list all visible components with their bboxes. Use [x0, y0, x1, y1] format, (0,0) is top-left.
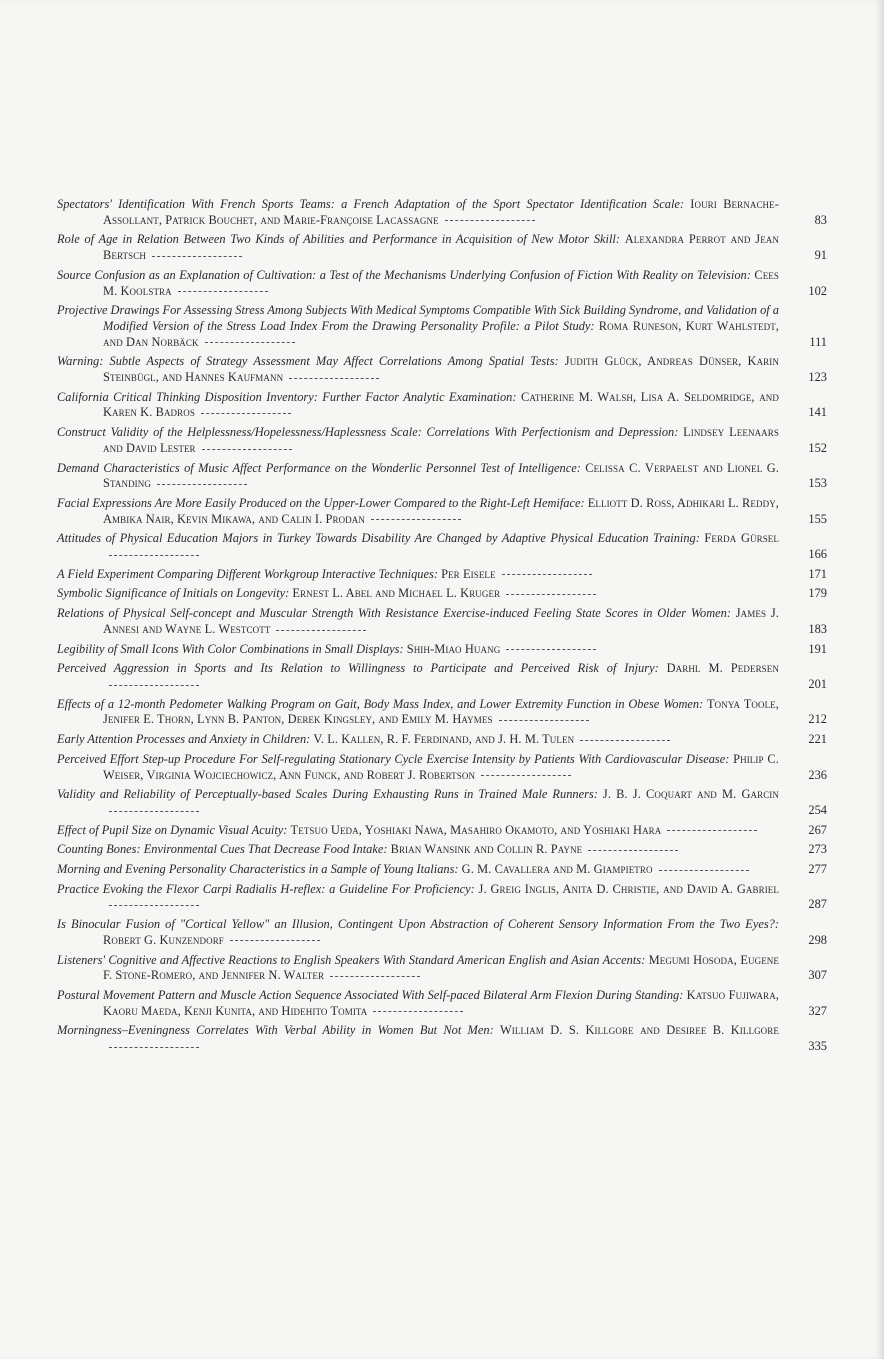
page-number: 141: [808, 405, 827, 420]
article-authors: Megumi Hosoda, Eugene F. Stone-Romero, and Jennifer N. Walter: [103, 952, 780, 983]
article-title: Postural Movement Pattern and Muscle Action Sequence Associated With Self-paced Bilateral Arm Flexion During Standing:: [57, 987, 684, 1002]
page-number: 201: [808, 676, 827, 691]
article-title: Perceived Aggression in Sports and Its Relation to Willingness to Participate and Perceived Risk of Injury:: [57, 661, 659, 676]
dot-leader: [659, 870, 749, 871]
article-authors: Elliott D. Ross, Adhikari L. Reddy, Ambika Nair, Kevin Mikawa, and Calin I. Prodan: [103, 495, 779, 526]
article-title: Perceived Effort Step-up Procedure For Self-regulating Stationary Cycle Exercise Intensity by Patients With Cardiovascular Disease:: [57, 751, 730, 766]
article-title: Validity and Reliability of Perceptually-based Scales During Exhausting Runs in Trained Male Runners:: [57, 787, 598, 802]
article-title: Demand Characteristics of Music Affect Performance on the Wonderlic Personnel Test of Intelligence:: [57, 460, 581, 475]
article-authors: Cees M. Koolstra: [103, 267, 779, 298]
toc-entry[interactable]: [57, 496, 827, 527]
dot-leader: [109, 905, 199, 906]
toc-entry[interactable]: [57, 661, 827, 692]
toc-entry[interactable]: [57, 586, 827, 602]
dot-leader: [205, 342, 295, 343]
page-number: 307: [808, 968, 827, 983]
dot-leader: [499, 720, 589, 721]
toc-entry[interactable]: [57, 862, 827, 878]
article-title: Spectators' Identification With French Sports Teams: a French Adaptation of the Sport Spectator Identification Scale:: [57, 197, 685, 211]
article-authors: Lindsey Leenaars and David Lester: [103, 425, 779, 455]
article-title: Early Attention Processes and Anxiety in Children:: [57, 732, 311, 747]
article-authors: William D. S. Killgore and Desiree B. Killgore: [500, 1023, 779, 1038]
page-number: 111: [809, 334, 827, 349]
page-number: 102: [808, 283, 827, 298]
article-authors: Tetsuo Ueda, Yoshiaki Nawa, Masahiro Okamoto, and Yoshiaki Hara: [290, 822, 662, 837]
dot-leader: [109, 811, 199, 812]
article-title: Warning: Subtle Aspects of Strategy Assessment May Affect Correlations Among Spatial Tests:: [57, 354, 559, 369]
dot-leader: [445, 220, 535, 221]
article-title: A Field Experiment Comparing Different Workgroup Interactive Techniques:: [57, 566, 438, 581]
article-title: Symbolic Significance of Initials on Longevity:: [57, 586, 290, 601]
toc-entry[interactable]: [57, 752, 827, 783]
article-authors: Iouri Bernache-Assollant, Patrick Bouchet, and Marie-Françoise Lacassagne: [103, 197, 779, 227]
article-title: Legibility of Small Icons With Color Combinations in Small Displays:: [57, 641, 404, 656]
article-authors: J. B. J. Coquart and M. Garcin: [602, 787, 779, 802]
toc-entry[interactable]: [57, 197, 827, 228]
toc-entry[interactable]: [57, 787, 827, 818]
page-number: 277: [808, 862, 827, 877]
article-authors: Brian Wansink and Collin R. Payne: [390, 842, 583, 857]
dot-leader: [289, 378, 379, 379]
page-number: 191: [808, 641, 827, 656]
toc-entry[interactable]: [57, 303, 827, 350]
toc-entry[interactable]: [57, 1023, 827, 1054]
article-authors: Shih-Miao Huang: [406, 641, 501, 656]
page-number: 166: [808, 547, 827, 562]
dot-leader: [667, 830, 757, 831]
dot-leader: [109, 685, 199, 686]
toc-entry[interactable]: [57, 232, 827, 263]
article-authors: Roma Runeson, Kurt Wahlstedt, and Dan Norbäck: [103, 318, 780, 349]
page-number: 236: [808, 767, 827, 782]
article-title: Practice Evoking the Flexor Carpi Radialis H-reflex: a Guideline For Proficiency:: [57, 881, 475, 896]
dot-leader: [371, 519, 461, 520]
page-number: 83: [814, 212, 827, 227]
toc-entry[interactable]: [57, 988, 827, 1019]
dot-leader: [230, 940, 320, 941]
toc-entry[interactable]: [57, 642, 827, 658]
article-title: Is Binocular Fusion of "Cortical Yellow" an Illusion, Contingent Upon Abstraction of Coherent Sensory Information From the Two Eyes?:: [57, 917, 779, 932]
dot-leader: [506, 649, 596, 650]
dot-leader: [330, 976, 420, 977]
article-title: Effect of Pupil Size on Dynamic Visual Acuity:: [57, 822, 288, 837]
article-authors: J. Greig Inglis, Anita D. Christie, and David A. Gabriel: [478, 881, 779, 896]
page-number: 123: [808, 370, 827, 385]
page-number: 273: [808, 842, 827, 857]
dot-leader: [506, 594, 596, 595]
toc-entry[interactable]: [57, 882, 827, 913]
page-number: 152: [808, 440, 827, 455]
page-number: 327: [808, 1003, 827, 1018]
dot-leader: [157, 484, 247, 485]
article-authors: Katsuo Fujiwara, Kaoru Maeda, Kenji Kunita, and Hidehito Tomita: [103, 987, 780, 1018]
toc-entry[interactable]: [57, 732, 827, 748]
article-title: Facial Expressions Are More Easily Produced on the Upper-Lower Compared to the Right-Left Hemiface:: [57, 495, 585, 510]
dot-leader: [588, 850, 678, 851]
toc-entry[interactable]: [57, 917, 827, 948]
article-title: Morningness–Eveningness Correlates With Verbal Ability in Women But Not Men:: [57, 1023, 494, 1038]
dot-leader: [202, 449, 292, 450]
toc-entry[interactable]: [57, 390, 827, 421]
dot-leader: [373, 1011, 463, 1012]
article-authors: Alexandra Perrot and Jean Bertsch: [103, 232, 779, 263]
article-title: Construct Validity of the Helplessness/Hopelessness/Haplessness Scale: Correlations With Perfectionism and Depression:: [57, 425, 679, 440]
dot-leader: [481, 775, 571, 776]
article-authors: Robert G. Kunzendorf: [103, 932, 224, 947]
toc-entry[interactable]: [57, 953, 827, 984]
toc-entry[interactable]: [57, 567, 827, 583]
page-number: 298: [808, 932, 827, 947]
toc-entry[interactable]: [57, 531, 827, 562]
article-title: Role of Age in Relation Between Two Kinds of Abilities and Performance in Acquisition of New Motor Skill:: [57, 232, 620, 247]
article-authors: James J. Annesi and Wayne L. Westcott: [103, 606, 779, 636]
article-authors: G. M. Cavallera and M. Giampietro: [461, 862, 653, 877]
toc-entry[interactable]: [57, 823, 827, 839]
article-authors: Per Eisele: [441, 566, 496, 581]
page-number: 254: [808, 802, 827, 817]
article-authors: Ernest L. Abel and Michael L. Kruger: [292, 586, 501, 601]
dot-leader: [580, 740, 670, 741]
toc-entry[interactable]: [57, 425, 827, 456]
article-authors: Catherine M. Walsh, Lisa A. Seldomridge, and Karen K. Badros: [103, 389, 779, 420]
page-number: 179: [808, 586, 827, 601]
article-authors: Ferda Gürsel: [704, 531, 779, 546]
dot-leader: [109, 1047, 199, 1048]
dot-leader: [502, 574, 592, 575]
page-number: 287: [808, 897, 827, 912]
article-authors: Tonya Toole, Jenifer E. Thorn, Lynn B. Panton, Derek Kingsley, and Emily M. Haymes: [103, 696, 779, 727]
toc-entry[interactable]: [57, 461, 827, 492]
article-title: Listeners' Cognitive and Affective Reactions to English Speakers With Standard American English and Asian Accents:: [57, 952, 646, 967]
article-title: Source Confusion as an Explanation of Cultivation: a Test of the Mechanisms Underlying Confusion of Fiction With Reality on Television:: [57, 267, 751, 282]
dot-leader: [201, 413, 291, 414]
page-number: 183: [808, 621, 827, 636]
page-number: 153: [808, 476, 827, 491]
article-authors: Celissa C. Verpaelst and Lionel G. Standing: [103, 460, 779, 491]
article-authors: V. L. Kallen, R. F. Ferdinand, and J. H. M. Tulen: [313, 732, 575, 747]
article-title: Effects of a 12-month Pedometer Walking Program on Gait, Body Mass Index, and Lower Extremity Function in Obese Women:: [57, 696, 704, 711]
page-number: 212: [808, 712, 827, 727]
dot-leader: [276, 630, 366, 631]
toc-entry[interactable]: [57, 354, 827, 385]
toc-entry[interactable]: [57, 842, 827, 858]
article-authors: Darhl M. Pedersen: [666, 661, 779, 676]
article-title: Counting Bones: Environmental Cues That Decrease Food Intake:: [57, 842, 388, 857]
dot-leader: [152, 256, 242, 257]
article-title: Attitudes of Physical Education Majors in Turkey Towards Disability Are Changed by Adaptive Physical Education Training:: [57, 531, 700, 546]
toc-entry[interactable]: [57, 606, 827, 637]
article-title: Relations of Physical Self-concept and Muscular Strength With Resistance Exercise-induced Feeling State Scores in Older Women:: [57, 606, 731, 621]
article-title: Projective Drawings For Assessing Stress Among Subjects With Medical Symptoms Compatible With Sick Building Syndrome, and Validation of a Modified Version of the Stress Load Index From the Drawing Personality Profile: a Pilot Study:: [57, 303, 779, 333]
dot-leader: [178, 291, 268, 292]
page-number: 155: [808, 511, 827, 526]
article-title: Morning and Evening Personality Characteristics in a Sample of Young Italians:: [57, 862, 459, 877]
page-number: 221: [808, 732, 827, 747]
dot-leader: [109, 555, 199, 556]
article-authors: Philip C. Weiser, Virginia Wojciechowicz, Ann Funck, and Robert J. Robertson: [103, 751, 779, 782]
toc-entry[interactable]: [57, 268, 827, 299]
toc-entry[interactable]: [57, 697, 827, 728]
page-number: 267: [808, 822, 827, 837]
article-authors: Judith Glück, Andreas Dünser, Karin Steinbügl, and Hannes Kaufmann: [103, 354, 779, 385]
page-number: 335: [808, 1039, 827, 1054]
page-number: 91: [814, 248, 827, 263]
page-number: 171: [808, 566, 827, 581]
article-title: California Critical Thinking Disposition Inventory: Further Factor Analytic Examination:: [57, 389, 517, 404]
table-of-contents: [57, 197, 827, 1059]
